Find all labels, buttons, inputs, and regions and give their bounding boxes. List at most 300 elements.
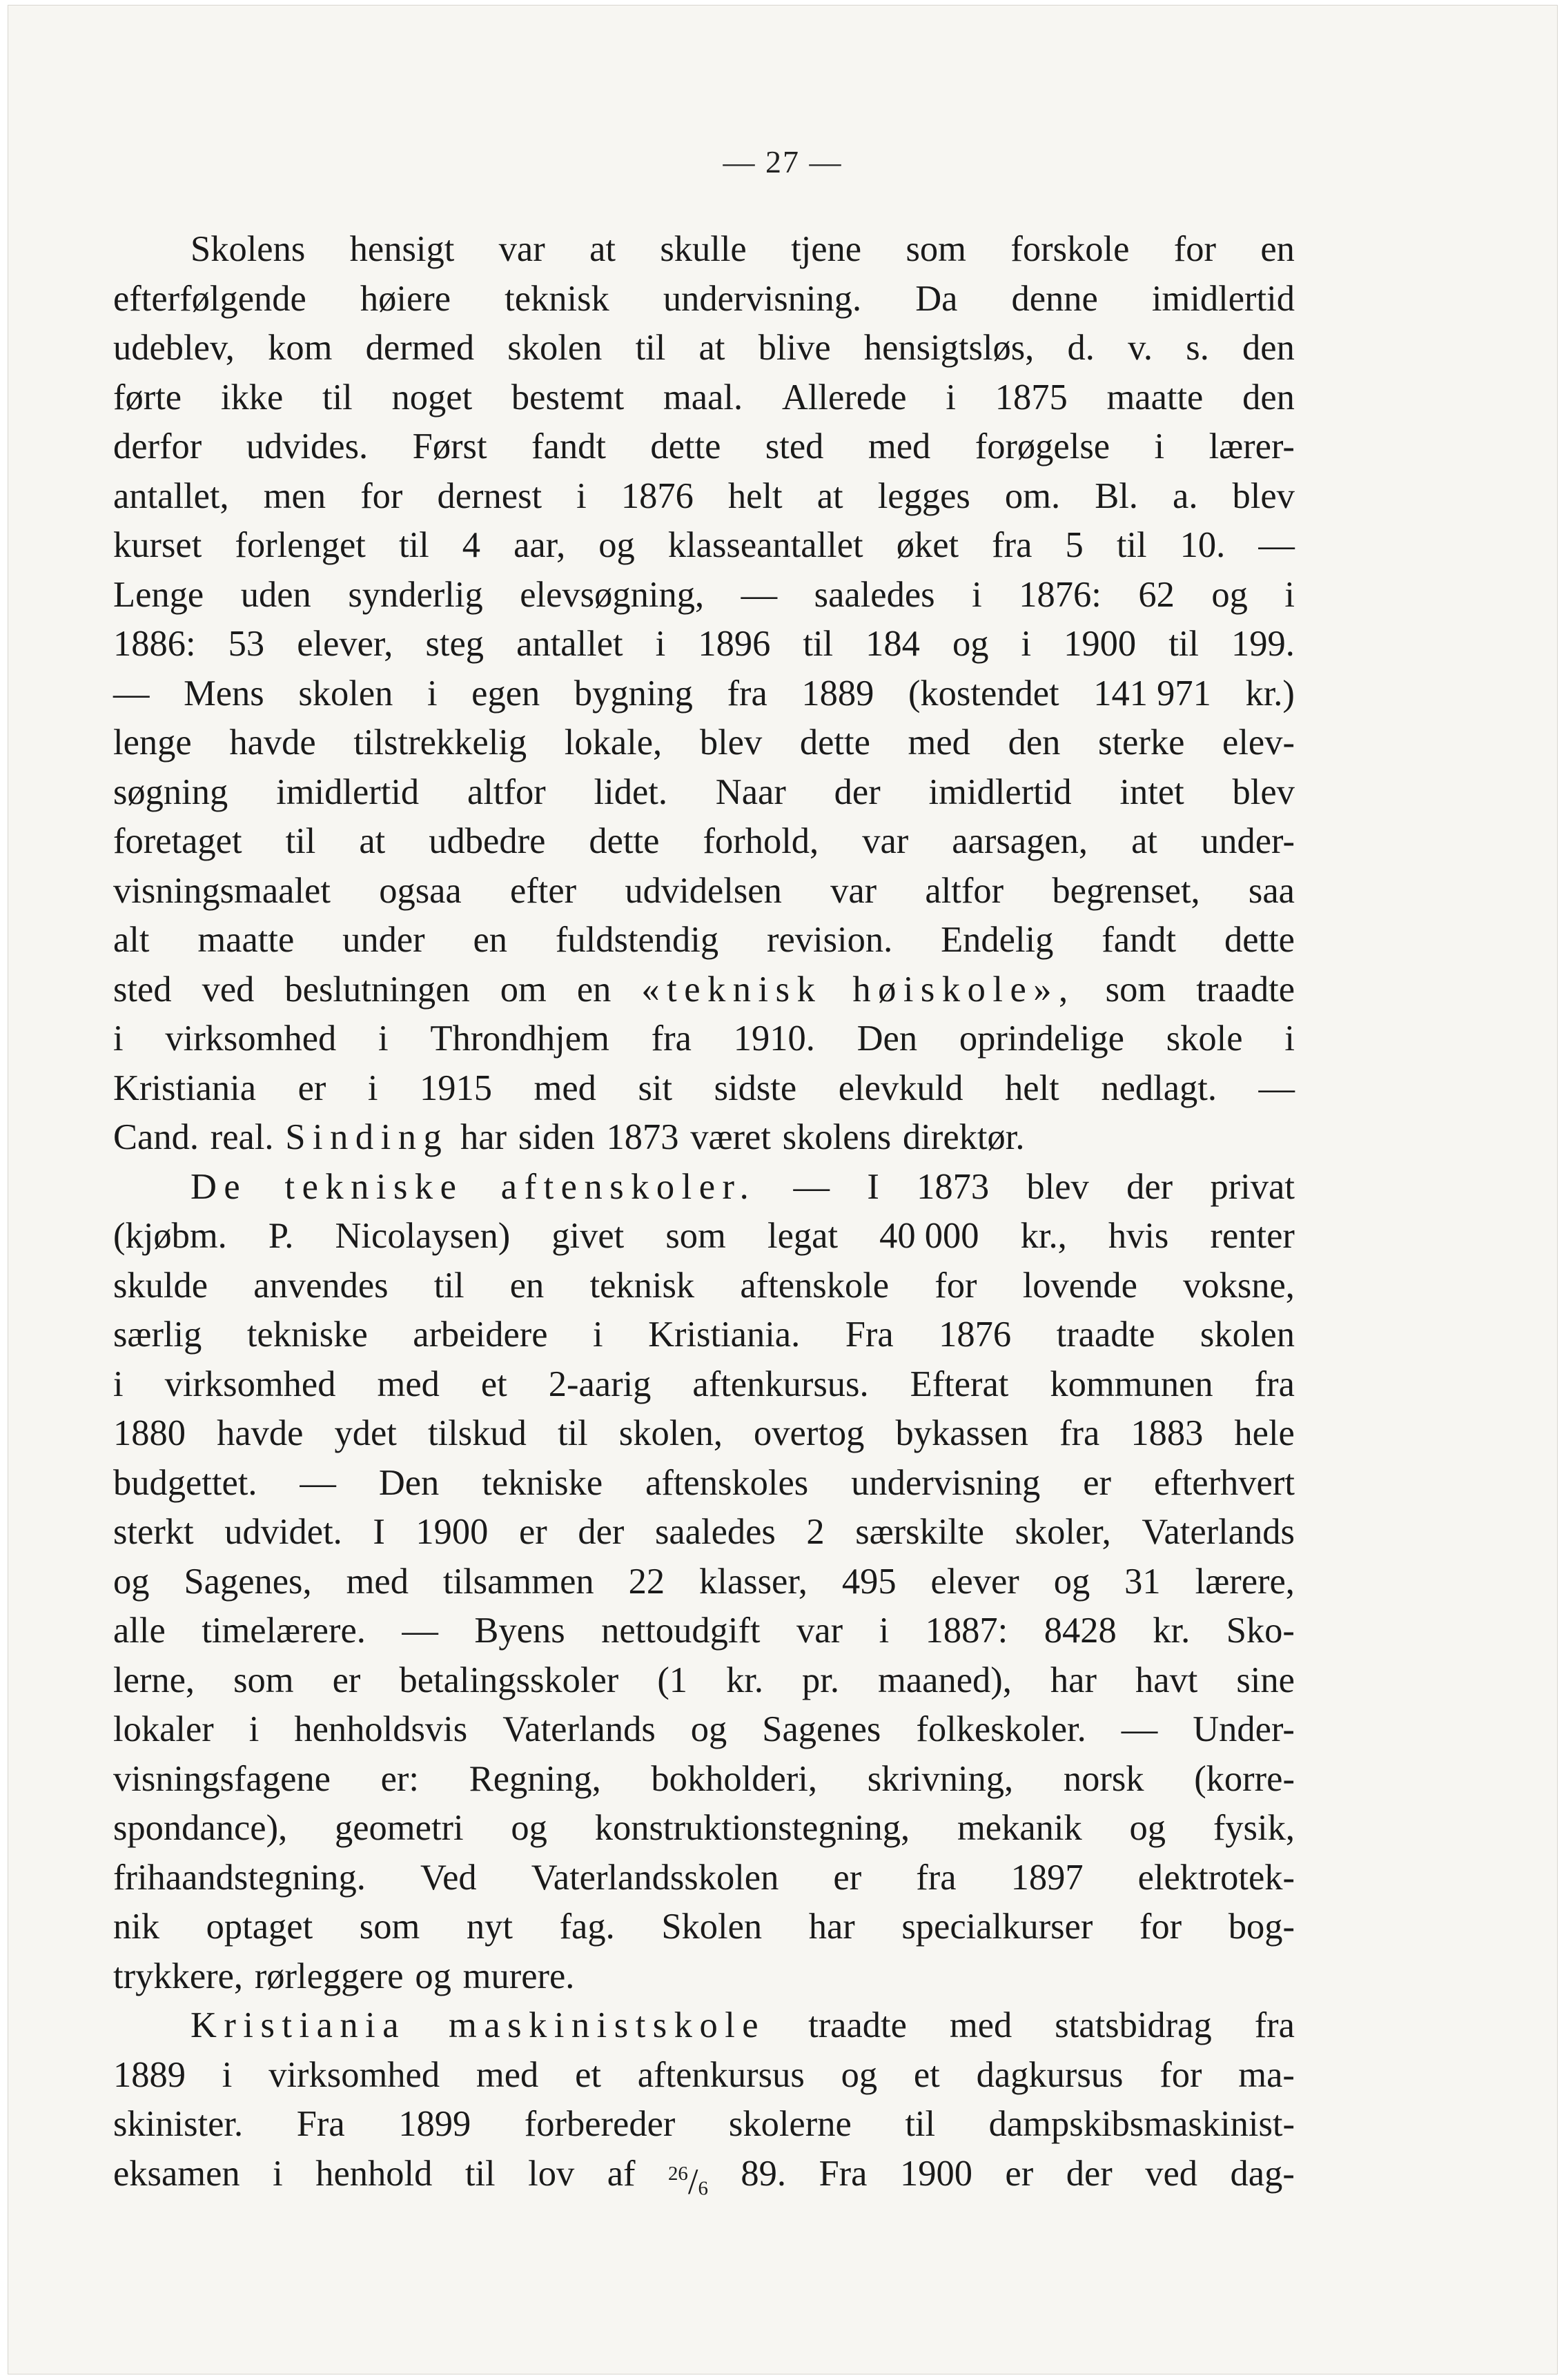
word: i	[367, 1068, 378, 1108]
word: aar,	[513, 525, 566, 565]
spaced-emphasis-word: maskinistskole	[449, 2005, 766, 2045]
text-line	[113, 1804, 1295, 1853]
word: i	[1284, 574, 1295, 615]
text-line	[113, 817, 1295, 867]
word: 40 000	[879, 1216, 979, 1256]
word: hele	[1234, 1413, 1295, 1453]
spaced-emphasis-word: tekniske	[284, 1166, 464, 1207]
word: i	[946, 377, 956, 417]
word: virksomhed	[165, 1019, 337, 1059]
word: efterhvert	[1153, 1462, 1295, 1503]
text-line	[113, 2001, 1295, 2051]
word: til	[1116, 525, 1147, 565]
word: altfor	[467, 771, 546, 812]
word: aftenskole	[740, 1265, 890, 1306]
word: 141 971	[1093, 673, 1211, 714]
word: men	[263, 475, 326, 516]
word: murere.	[462, 1956, 575, 1996]
word: maaned),	[878, 1660, 1012, 1700]
word: har	[460, 1117, 507, 1157]
word: og	[952, 624, 989, 664]
word: 1887:	[925, 1611, 1008, 1651]
word: og	[598, 525, 635, 565]
word: skoler,	[1015, 1512, 1111, 1552]
word: noget	[391, 377, 473, 417]
book-page	[8, 6, 1557, 2374]
word: tjene	[791, 229, 862, 269]
word: bykassen	[895, 1413, 1028, 1453]
word: at	[1131, 821, 1157, 861]
word: den	[1008, 722, 1061, 763]
word: skolen	[1200, 1315, 1295, 1355]
word: til	[398, 525, 429, 565]
word: renter	[1210, 1216, 1295, 1256]
word: Bl.	[1095, 475, 1138, 516]
word: 4	[462, 525, 481, 565]
text-line	[113, 1952, 1295, 2002]
word: elektrotek-	[1137, 1857, 1295, 1898]
word: at	[589, 229, 616, 269]
word: virksomhed	[268, 2054, 440, 2095]
word: Regning,	[469, 1758, 601, 1799]
word: i	[972, 574, 982, 615]
word: Først	[412, 426, 487, 466]
word: aarsagen,	[952, 821, 1088, 861]
word: (korre-	[1194, 1758, 1295, 1799]
word: aftenskoles	[645, 1462, 809, 1503]
word: fra	[992, 525, 1032, 565]
word: pr.	[802, 1660, 840, 1700]
word: sterke	[1098, 722, 1185, 763]
word: 1889	[113, 2054, 186, 2095]
word: —	[113, 673, 150, 714]
word: fandt	[531, 426, 606, 466]
word: maal.	[663, 377, 743, 417]
word: dag-	[1230, 2153, 1295, 2194]
word: særskilte	[855, 1512, 984, 1552]
word: øket	[896, 525, 959, 565]
word: undervisning	[851, 1462, 1041, 1503]
word: til	[905, 2104, 936, 2144]
word: Da	[915, 278, 958, 319]
word: kr.	[726, 1660, 764, 1700]
word: Lenge	[113, 574, 204, 615]
word: var	[796, 1611, 843, 1651]
word: blev	[1232, 771, 1295, 812]
word: d.	[1067, 328, 1095, 368]
word: 1900	[415, 1512, 489, 1552]
word: —	[1258, 525, 1295, 565]
word: i	[1021, 624, 1032, 664]
word: et	[913, 2054, 940, 2095]
word: var	[862, 821, 909, 861]
word: traadte	[808, 2005, 907, 2045]
word: for	[934, 1265, 977, 1306]
word: efter	[510, 870, 577, 911]
word: 1876:	[1019, 574, 1102, 615]
word: bygning	[574, 673, 693, 714]
word: 1873	[606, 1117, 679, 1157]
word: havde	[217, 1413, 304, 1453]
date-fraction: $^{26}/_6$	[667, 2161, 708, 2202]
word: eksamen	[113, 2153, 240, 2194]
word: ved	[202, 969, 255, 1010]
word: Fra	[819, 2153, 868, 2194]
word: i	[593, 1315, 603, 1355]
word: skulle	[660, 229, 747, 269]
text-line	[113, 472, 1295, 522]
word: til	[635, 328, 666, 368]
word: udvidet.	[224, 1512, 342, 1552]
text-line	[113, 225, 1295, 275]
word: virksomhed	[164, 1364, 336, 1404]
word: —	[402, 1611, 438, 1651]
word: blev	[699, 722, 763, 763]
word: elevsøgning,	[520, 574, 705, 615]
word: forøgelse	[975, 426, 1110, 466]
word: er	[518, 1512, 547, 1552]
word: skolerne	[728, 2104, 852, 2144]
word: antallet	[516, 624, 623, 664]
word: konstruktionstegning,	[594, 1808, 910, 1848]
word: alle	[113, 1611, 166, 1651]
word: Kristiania.	[648, 1315, 801, 1355]
word: forhold,	[703, 821, 819, 861]
word: til	[464, 2153, 496, 2194]
word: lenge	[113, 722, 192, 763]
word: Naar	[715, 771, 786, 812]
word: en	[576, 969, 611, 1010]
word: —	[1258, 1068, 1295, 1108]
word: søgning	[113, 771, 228, 812]
word: derfor	[113, 426, 202, 466]
word: skolen	[298, 673, 393, 714]
word: med	[377, 1364, 440, 1404]
word: 1896	[698, 624, 771, 664]
word: blive	[758, 328, 831, 368]
text-line	[113, 916, 1295, 965]
word: hensigtsløs,	[863, 328, 1035, 368]
word: nedlagt.	[1101, 1068, 1217, 1108]
word: tilskud	[427, 1413, 527, 1453]
word: lokale,	[564, 722, 663, 763]
word: med	[346, 1561, 409, 1602]
text-line	[113, 1064, 1295, 1114]
word: var	[830, 870, 877, 911]
word: sted	[113, 969, 172, 1010]
text-line	[113, 1261, 1295, 1311]
word: specialkurser	[901, 1907, 1093, 1947]
word: imidlertid	[928, 771, 1072, 812]
word: tilsammen	[442, 1561, 594, 1602]
word: antallet,	[113, 475, 229, 516]
word: Vaterlandsskolen	[531, 1857, 779, 1898]
word: henholdsvis	[294, 1709, 468, 1749]
word: arbeidere	[413, 1315, 548, 1355]
word: er	[833, 1857, 862, 1898]
word: lidet.	[594, 771, 667, 812]
word: tekniske	[482, 1462, 603, 1503]
word: 53	[228, 624, 265, 664]
text-line	[113, 965, 1295, 1015]
word: med	[534, 1068, 596, 1108]
word: og	[415, 1956, 451, 1996]
word: 1876	[939, 1315, 1012, 1355]
text-line	[113, 1705, 1295, 1755]
text-line	[113, 620, 1295, 669]
word: blev	[1232, 475, 1295, 516]
word: for	[1173, 229, 1216, 269]
word: er:	[380, 1758, 419, 1799]
word: Sagenes,	[184, 1561, 312, 1602]
word: rørleggere	[254, 1956, 404, 1996]
word: og	[690, 1709, 727, 1749]
word: I	[867, 1166, 879, 1207]
word: blev	[1026, 1166, 1089, 1207]
word: 1910.	[733, 1019, 815, 1059]
text-line	[113, 1853, 1295, 1903]
word: 10.	[1180, 525, 1226, 565]
word: beslutningen	[284, 969, 470, 1010]
word: som	[906, 229, 966, 269]
word: frihaandstegning.	[113, 1857, 366, 1898]
text-line	[113, 1606, 1295, 1656]
word: Vaterlands	[1142, 1512, 1295, 1552]
word: I	[373, 1512, 385, 1552]
word: i	[113, 1019, 124, 1059]
word: Kristiania	[113, 1068, 257, 1108]
word: at	[816, 475, 843, 516]
word: maatte	[1106, 377, 1204, 417]
word: helt	[1005, 1068, 1059, 1108]
word: tilstrekkelig	[353, 722, 527, 763]
word: et	[575, 2054, 601, 2095]
word: 2	[806, 1512, 825, 1552]
word: der	[834, 771, 881, 812]
word: (kjøbm.	[113, 1216, 227, 1256]
word: at	[359, 821, 386, 861]
word: fra	[651, 1019, 692, 1059]
word: ikke	[220, 377, 284, 417]
word: maatte	[197, 920, 295, 960]
word: 184	[865, 624, 920, 664]
word: i	[1284, 1019, 1295, 1059]
word: a.	[1173, 475, 1198, 516]
word: for	[1159, 2054, 1202, 2095]
word: kurset	[113, 525, 202, 565]
word: i	[222, 2054, 233, 2095]
word: undervisning.	[663, 278, 862, 319]
word: under-	[1200, 821, 1295, 861]
word: fra	[1254, 2005, 1295, 2045]
word: havde	[229, 722, 316, 763]
word: Skolens	[190, 229, 306, 269]
word: bog-	[1228, 1907, 1295, 1947]
word: forlenget	[235, 525, 366, 565]
word: Cand.	[113, 1117, 199, 1157]
word: Ved	[420, 1857, 477, 1898]
word: der	[1126, 1166, 1173, 1207]
word: sit	[638, 1068, 673, 1108]
text-line	[113, 324, 1295, 373]
word: Endelig	[941, 920, 1054, 960]
word: 1899	[398, 2104, 471, 2144]
word: lerne,	[113, 1660, 195, 1700]
word: kr.,	[1020, 1216, 1067, 1256]
word: direktør.	[903, 1117, 1025, 1157]
word: real.	[210, 1117, 274, 1157]
word: nettoudgift	[601, 1611, 761, 1651]
word: aftenkursus	[637, 2054, 805, 2095]
word: skole	[1166, 1019, 1243, 1059]
word: klasseantallet	[667, 525, 863, 565]
text-line	[113, 1310, 1295, 1360]
text-line	[113, 571, 1295, 620]
word: tekniske	[246, 1315, 368, 1355]
word: til	[285, 821, 316, 861]
word: visningsmaalet	[113, 870, 331, 911]
word: 89.	[741, 2153, 786, 2194]
word: lovende	[1022, 1265, 1137, 1306]
word: en	[1260, 229, 1295, 269]
word: traadte	[1196, 969, 1295, 1010]
word: Efterat	[910, 1364, 1009, 1404]
word: geometri	[335, 1808, 464, 1848]
spaced-emphasis-word: aftenskoler.	[500, 1166, 756, 1207]
word: ogsaa	[379, 870, 462, 911]
word: imidlertid	[276, 771, 420, 812]
word: saaledes	[814, 574, 935, 615]
word: i	[427, 673, 438, 714]
word: —	[793, 1166, 830, 1207]
text-line	[113, 1360, 1295, 1410]
word: med	[868, 426, 931, 466]
word: 1873	[917, 1166, 990, 1207]
word: forskole	[1010, 229, 1130, 269]
word: statsbidrag	[1055, 2005, 1212, 2045]
word: Den	[378, 1462, 440, 1503]
word: var	[498, 229, 545, 269]
word: som	[233, 1660, 294, 1700]
spaced-emphasis-word: Sinding	[285, 1117, 449, 1157]
word: denne	[1011, 278, 1098, 319]
word: skulde	[113, 1265, 208, 1306]
text-line	[113, 373, 1295, 423]
word: elevkuld	[838, 1068, 963, 1108]
word: udbedre	[429, 821, 546, 861]
word: dette	[650, 426, 721, 466]
word: dampskibsmaskinist-	[988, 2104, 1295, 2144]
text-line	[113, 1656, 1295, 1706]
text-line	[113, 768, 1295, 818]
word: Throndhjem	[430, 1019, 609, 1059]
word: er	[332, 1660, 361, 1700]
word: betalingsskoler	[399, 1660, 619, 1700]
word: har	[808, 1907, 855, 1947]
word: intet	[1119, 771, 1184, 812]
word: og	[113, 1561, 150, 1602]
word: Fra	[845, 1315, 894, 1355]
word: klasser,	[699, 1561, 808, 1602]
word: elever,	[297, 624, 393, 664]
word: om.	[1004, 475, 1061, 516]
word: 1886:	[113, 624, 196, 664]
text-line	[113, 521, 1295, 571]
spaced-emphasis-word: høiskole»,	[852, 969, 1075, 1010]
word: i	[1154, 426, 1165, 466]
word: —	[300, 1462, 336, 1503]
word: lærer-	[1208, 426, 1295, 466]
word: synderlig	[348, 574, 483, 615]
word: i	[113, 1364, 124, 1404]
word: skolens	[782, 1117, 892, 1157]
word: til	[322, 377, 353, 417]
word: udeblev,	[113, 328, 235, 368]
spaced-emphasis-word: De	[190, 1166, 248, 1207]
word: lokaler	[113, 1709, 214, 1749]
word: 5	[1065, 525, 1084, 565]
word: og	[841, 2054, 878, 2095]
text-line	[113, 1755, 1295, 1804]
word: sine	[1236, 1660, 1295, 1700]
word: at	[698, 328, 725, 368]
page-number: — 27 —	[723, 144, 843, 179]
word: dermed	[365, 328, 475, 368]
word: fysik,	[1213, 1808, 1295, 1848]
word: v.	[1128, 328, 1153, 368]
word: 199.	[1231, 624, 1295, 664]
word: anvendes	[253, 1265, 389, 1306]
word: i	[879, 1611, 890, 1651]
word: i	[248, 1709, 260, 1749]
word: overtog	[754, 1413, 865, 1453]
word: 1875	[995, 377, 1068, 417]
word: der	[1066, 2153, 1113, 2194]
word: 1880	[113, 1413, 186, 1453]
word: som	[1105, 969, 1166, 1010]
text-line	[113, 1014, 1295, 1064]
word: til	[803, 624, 834, 664]
word: til	[433, 1265, 464, 1306]
word: —	[1121, 1709, 1158, 1749]
word: den	[1242, 328, 1295, 368]
word: 1883	[1131, 1413, 1204, 1453]
word: lov	[528, 2153, 575, 2194]
word: Den	[857, 1019, 918, 1059]
word: (1	[657, 1660, 688, 1700]
text-line	[113, 1212, 1295, 1261]
word: saa	[1248, 870, 1295, 911]
word: dernest	[437, 475, 542, 516]
word: spondance),	[113, 1808, 288, 1848]
word: et	[480, 1364, 507, 1404]
word: førte	[113, 377, 182, 417]
word: foretaget	[113, 821, 242, 861]
word: alt	[113, 920, 150, 960]
word: timelærere.	[202, 1611, 366, 1651]
word: kr.)	[1245, 673, 1295, 714]
word: 1900	[1064, 624, 1137, 664]
text-line	[113, 1508, 1295, 1557]
text-line	[113, 867, 1295, 916]
word: trykkere,	[113, 1956, 244, 1996]
word: skinister.	[113, 2104, 244, 2144]
word: i	[576, 475, 587, 516]
word: Nicolaysen)	[335, 1216, 511, 1256]
word: Sko-	[1226, 1611, 1295, 1651]
word: af	[607, 2153, 636, 2194]
text-line	[113, 275, 1295, 324]
